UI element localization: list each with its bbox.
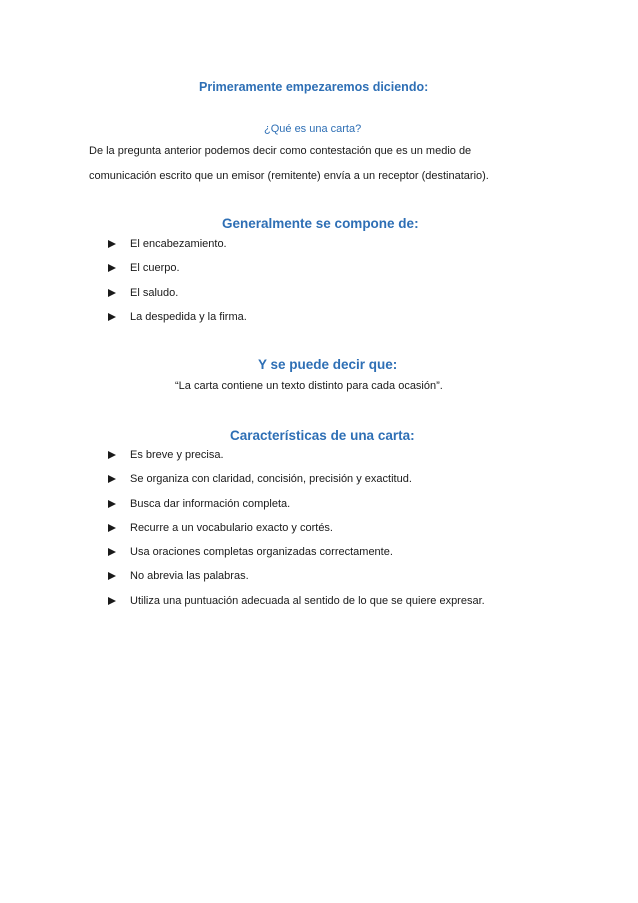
list-item-text: No abrevia las palabras. bbox=[130, 570, 249, 583]
arrow-bullet-icon bbox=[108, 289, 116, 297]
saying-quote: “La carta contiene un texto distinto para cada ocasión”. bbox=[175, 380, 443, 392]
arrow-bullet-icon bbox=[108, 548, 116, 556]
arrow-bullet-icon bbox=[108, 475, 116, 483]
arrow-bullet-icon bbox=[108, 500, 116, 508]
arrow-bullet-icon bbox=[108, 313, 116, 321]
list-item-text: El encabezamiento. bbox=[130, 238, 227, 250]
list-item-text: La despedida y la firma. bbox=[130, 310, 247, 323]
intro-line-1: De la pregunta anterior podemos decir como contestación que es un medio de bbox=[89, 145, 472, 157]
arrow-bullet-icon bbox=[108, 572, 116, 580]
list-item-text: Usa oraciones completas organizadas correctamente. bbox=[130, 546, 393, 559]
list-item-text: Busca dar información completa. bbox=[130, 497, 291, 510]
list-item-text: El saludo. bbox=[130, 286, 179, 299]
list-item-text: El cuerpo. bbox=[130, 262, 180, 275]
features-heading: Características de una carta: bbox=[230, 428, 415, 443]
list-item-text: Se organiza con claridad, concisión, precisión y exactitud. bbox=[130, 473, 412, 486]
saying-heading: Y se puede decir que: bbox=[258, 357, 398, 372]
list-item-text: Es breve y precisa. bbox=[130, 449, 224, 461]
components-heading: Generalmente se compone de: bbox=[222, 216, 419, 231]
arrow-bullet-icon bbox=[108, 264, 116, 272]
arrow-bullet-icon bbox=[108, 597, 116, 605]
arrow-bullet-icon bbox=[108, 240, 116, 248]
list-item-text: Recurre a un vocabulario exacto y cortés. bbox=[130, 521, 333, 534]
intro-heading: Primeramente empezaremos diciendo: bbox=[199, 80, 429, 94]
arrow-bullet-icon bbox=[108, 524, 116, 532]
intro-question: ¿Qué es una carta? bbox=[264, 123, 362, 135]
list-item-text: Utiliza una puntuación adecuada al sentido de lo que se quiere expresar. bbox=[130, 594, 485, 607]
intro-line-2: comunicación escrito que un emisor (remitente) envía a un receptor (destinatario). bbox=[89, 170, 489, 182]
arrow-bullet-icon bbox=[108, 451, 116, 459]
